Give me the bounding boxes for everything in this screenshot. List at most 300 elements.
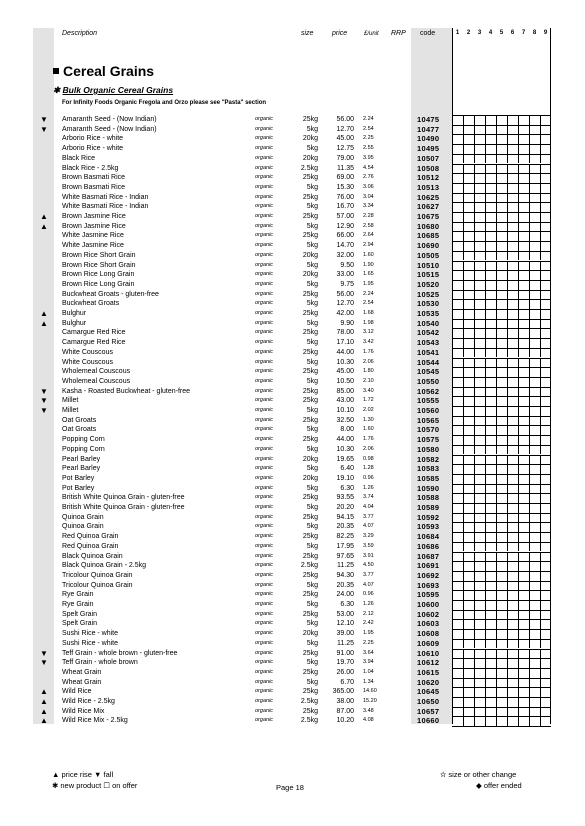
order-cell[interactable] xyxy=(496,571,507,581)
order-cell[interactable] xyxy=(452,319,463,329)
order-cell[interactable] xyxy=(452,474,463,484)
order-cell[interactable] xyxy=(529,183,540,193)
order-cell[interactable] xyxy=(485,125,496,135)
order-cell[interactable] xyxy=(485,493,496,503)
order-cell[interactable] xyxy=(485,377,496,387)
order-cell[interactable] xyxy=(518,406,529,416)
order-cell[interactable] xyxy=(540,707,551,717)
order-cell[interactable] xyxy=(507,445,518,455)
order-cell[interactable] xyxy=(540,241,551,251)
order-cell[interactable] xyxy=(485,668,496,678)
order-cell[interactable] xyxy=(529,261,540,271)
order-cell[interactable] xyxy=(518,270,529,280)
order-cell[interactable] xyxy=(463,193,474,203)
order-cell[interactable] xyxy=(496,328,507,338)
order-cell[interactable] xyxy=(463,464,474,474)
order-cell[interactable] xyxy=(463,231,474,241)
order-cell[interactable] xyxy=(529,455,540,465)
order-cell[interactable] xyxy=(496,425,507,435)
order-cell[interactable] xyxy=(496,241,507,251)
order-cell[interactable] xyxy=(540,144,551,154)
order-cell[interactable] xyxy=(529,396,540,406)
order-cell[interactable] xyxy=(518,678,529,688)
order-cell[interactable] xyxy=(463,299,474,309)
order-cell[interactable] xyxy=(507,134,518,144)
order-cell[interactable] xyxy=(529,241,540,251)
order-cell[interactable] xyxy=(540,542,551,552)
order-cell[interactable] xyxy=(463,649,474,659)
order-cell[interactable] xyxy=(452,241,463,251)
order-cell[interactable] xyxy=(529,687,540,697)
order-cell[interactable] xyxy=(463,668,474,678)
order-cell[interactable] xyxy=(474,202,485,212)
order-cell[interactable] xyxy=(463,387,474,397)
order-cell[interactable] xyxy=(529,464,540,474)
order-cell[interactable] xyxy=(507,309,518,319)
order-cell[interactable] xyxy=(463,610,474,620)
order-cell[interactable] xyxy=(529,445,540,455)
order-cell[interactable] xyxy=(496,125,507,135)
order-cell[interactable] xyxy=(452,464,463,474)
order-cell[interactable] xyxy=(463,270,474,280)
order-cell[interactable] xyxy=(485,222,496,232)
order-cell[interactable] xyxy=(507,513,518,523)
order-cell[interactable] xyxy=(518,464,529,474)
order-cell[interactable] xyxy=(507,387,518,397)
order-cell[interactable] xyxy=(463,639,474,649)
order-cell[interactable] xyxy=(463,173,474,183)
order-cell[interactable] xyxy=(452,358,463,368)
order-cell[interactable] xyxy=(463,115,474,125)
order-cell[interactable] xyxy=(529,707,540,717)
order-cell[interactable] xyxy=(463,455,474,465)
order-cell[interactable] xyxy=(485,522,496,532)
order-cell[interactable] xyxy=(463,435,474,445)
order-cell[interactable] xyxy=(518,241,529,251)
order-cell[interactable] xyxy=(518,377,529,387)
order-cell[interactable] xyxy=(474,716,485,726)
order-cell[interactable] xyxy=(540,164,551,174)
order-cell[interactable] xyxy=(474,629,485,639)
order-cell[interactable] xyxy=(463,241,474,251)
order-cell[interactable] xyxy=(518,261,529,271)
order-cell[interactable] xyxy=(474,464,485,474)
order-cell[interactable] xyxy=(463,542,474,552)
order-cell[interactable] xyxy=(452,231,463,241)
order-cell[interactable] xyxy=(518,600,529,610)
order-cell[interactable] xyxy=(452,649,463,659)
order-cell[interactable] xyxy=(540,212,551,222)
order-cell[interactable] xyxy=(452,697,463,707)
order-cell[interactable] xyxy=(474,455,485,465)
order-cell[interactable] xyxy=(507,474,518,484)
order-cell[interactable] xyxy=(485,513,496,523)
order-cell[interactable] xyxy=(474,484,485,494)
order-cell[interactable] xyxy=(507,697,518,707)
order-cell[interactable] xyxy=(507,222,518,232)
order-cell[interactable] xyxy=(507,464,518,474)
order-cell[interactable] xyxy=(518,202,529,212)
order-cell[interactable] xyxy=(474,261,485,271)
order-cell[interactable] xyxy=(485,658,496,668)
order-cell[interactable] xyxy=(452,571,463,581)
order-cell[interactable] xyxy=(452,600,463,610)
order-cell[interactable] xyxy=(452,261,463,271)
order-cell[interactable] xyxy=(529,377,540,387)
order-cell[interactable] xyxy=(485,464,496,474)
order-cell[interactable] xyxy=(518,115,529,125)
order-cell[interactable] xyxy=(540,552,551,562)
order-cell[interactable] xyxy=(507,610,518,620)
order-cell[interactable] xyxy=(452,590,463,600)
order-cell[interactable] xyxy=(540,619,551,629)
order-cell[interactable] xyxy=(474,348,485,358)
order-cell[interactable] xyxy=(474,561,485,571)
order-cell[interactable] xyxy=(452,134,463,144)
order-cell[interactable] xyxy=(463,445,474,455)
order-cell[interactable] xyxy=(507,348,518,358)
order-cell[interactable] xyxy=(529,406,540,416)
order-cell[interactable] xyxy=(452,396,463,406)
order-cell[interactable] xyxy=(474,358,485,368)
order-cell[interactable] xyxy=(496,435,507,445)
order-cell[interactable] xyxy=(518,445,529,455)
order-cell[interactable] xyxy=(496,687,507,697)
order-cell[interactable] xyxy=(507,290,518,300)
order-cell[interactable] xyxy=(518,474,529,484)
order-cell[interactable] xyxy=(474,697,485,707)
order-cell[interactable] xyxy=(474,590,485,600)
order-cell[interactable] xyxy=(463,697,474,707)
order-cell[interactable] xyxy=(496,261,507,271)
order-cell[interactable] xyxy=(540,649,551,659)
order-cell[interactable] xyxy=(485,619,496,629)
order-cell[interactable] xyxy=(540,716,551,726)
order-cell[interactable] xyxy=(452,629,463,639)
order-cell[interactable] xyxy=(540,639,551,649)
order-cell[interactable] xyxy=(485,581,496,591)
order-cell[interactable] xyxy=(518,697,529,707)
order-cell[interactable] xyxy=(507,367,518,377)
order-cell[interactable] xyxy=(463,183,474,193)
order-cell[interactable] xyxy=(474,280,485,290)
order-cell[interactable] xyxy=(540,455,551,465)
order-cell[interactable] xyxy=(518,154,529,164)
order-cell[interactable] xyxy=(474,639,485,649)
order-cell[interactable] xyxy=(529,716,540,726)
order-cell[interactable] xyxy=(463,474,474,484)
order-cell[interactable] xyxy=(474,144,485,154)
order-cell[interactable] xyxy=(496,464,507,474)
order-cell[interactable] xyxy=(496,668,507,678)
order-cell[interactable] xyxy=(463,377,474,387)
order-cell[interactable] xyxy=(452,193,463,203)
order-cell[interactable] xyxy=(463,561,474,571)
order-cell[interactable] xyxy=(474,164,485,174)
order-cell[interactable] xyxy=(452,270,463,280)
order-cell[interactable] xyxy=(485,561,496,571)
order-cell[interactable] xyxy=(474,649,485,659)
order-cell[interactable] xyxy=(507,484,518,494)
order-cell[interactable] xyxy=(452,222,463,232)
order-cell[interactable] xyxy=(474,416,485,426)
order-cell[interactable] xyxy=(507,144,518,154)
order-cell[interactable] xyxy=(474,571,485,581)
order-cell[interactable] xyxy=(474,581,485,591)
order-cell[interactable] xyxy=(518,716,529,726)
order-cell[interactable] xyxy=(474,513,485,523)
order-cell[interactable] xyxy=(452,522,463,532)
order-cell[interactable] xyxy=(540,522,551,532)
order-cell[interactable] xyxy=(540,425,551,435)
order-cell[interactable] xyxy=(540,445,551,455)
order-cell[interactable] xyxy=(474,619,485,629)
order-cell[interactable] xyxy=(529,658,540,668)
order-cell[interactable] xyxy=(496,144,507,154)
order-cell[interactable] xyxy=(529,115,540,125)
order-cell[interactable] xyxy=(540,231,551,241)
order-cell[interactable] xyxy=(474,251,485,261)
order-cell[interactable] xyxy=(518,484,529,494)
order-cell[interactable] xyxy=(474,406,485,416)
order-cell[interactable] xyxy=(518,212,529,222)
order-cell[interactable] xyxy=(463,134,474,144)
order-cell[interactable] xyxy=(496,610,507,620)
order-cell[interactable] xyxy=(452,328,463,338)
order-cell[interactable] xyxy=(507,396,518,406)
order-cell[interactable] xyxy=(518,319,529,329)
order-cell[interactable] xyxy=(463,687,474,697)
order-cell[interactable] xyxy=(496,493,507,503)
order-cell[interactable] xyxy=(529,144,540,154)
order-cell[interactable] xyxy=(485,299,496,309)
order-cell[interactable] xyxy=(474,134,485,144)
order-cell[interactable] xyxy=(496,270,507,280)
order-cell[interactable] xyxy=(474,154,485,164)
order-cell[interactable] xyxy=(452,338,463,348)
order-cell[interactable] xyxy=(529,367,540,377)
order-cell[interactable] xyxy=(507,542,518,552)
order-cell[interactable] xyxy=(518,231,529,241)
order-cell[interactable] xyxy=(540,658,551,668)
order-cell[interactable] xyxy=(485,115,496,125)
order-cell[interactable] xyxy=(463,552,474,562)
order-cell[interactable] xyxy=(474,183,485,193)
order-cell[interactable] xyxy=(452,144,463,154)
order-cell[interactable] xyxy=(540,290,551,300)
order-cell[interactable] xyxy=(507,590,518,600)
order-cell[interactable] xyxy=(518,144,529,154)
order-cell[interactable] xyxy=(463,600,474,610)
order-cell[interactable] xyxy=(496,290,507,300)
order-cell[interactable] xyxy=(452,406,463,416)
order-cell[interactable] xyxy=(507,358,518,368)
order-cell[interactable] xyxy=(518,338,529,348)
order-cell[interactable] xyxy=(540,173,551,183)
order-cell[interactable] xyxy=(507,629,518,639)
order-cell[interactable] xyxy=(540,299,551,309)
order-cell[interactable] xyxy=(529,270,540,280)
order-cell[interactable] xyxy=(518,280,529,290)
order-cell[interactable] xyxy=(463,319,474,329)
order-cell[interactable] xyxy=(540,115,551,125)
order-cell[interactable] xyxy=(496,561,507,571)
order-cell[interactable] xyxy=(507,377,518,387)
order-cell[interactable] xyxy=(529,212,540,222)
order-cell[interactable] xyxy=(529,299,540,309)
order-cell[interactable] xyxy=(540,678,551,688)
order-cell[interactable] xyxy=(507,455,518,465)
order-cell[interactable] xyxy=(529,125,540,135)
order-cell[interactable] xyxy=(529,231,540,241)
order-cell[interactable] xyxy=(485,571,496,581)
order-cell[interactable] xyxy=(485,435,496,445)
order-cell[interactable] xyxy=(474,445,485,455)
order-cell[interactable] xyxy=(452,377,463,387)
order-cell[interactable] xyxy=(540,348,551,358)
order-cell[interactable] xyxy=(540,493,551,503)
order-cell[interactable] xyxy=(540,416,551,426)
order-cell[interactable] xyxy=(474,319,485,329)
order-cell[interactable] xyxy=(507,649,518,659)
order-cell[interactable] xyxy=(474,600,485,610)
order-cell[interactable] xyxy=(529,600,540,610)
order-cell[interactable] xyxy=(474,309,485,319)
order-cell[interactable] xyxy=(507,202,518,212)
order-cell[interactable] xyxy=(518,707,529,717)
order-cell[interactable] xyxy=(463,280,474,290)
order-cell[interactable] xyxy=(540,193,551,203)
order-cell[interactable] xyxy=(496,707,507,717)
order-cell[interactable] xyxy=(529,474,540,484)
order-cell[interactable] xyxy=(507,522,518,532)
order-cell[interactable] xyxy=(529,193,540,203)
order-cell[interactable] xyxy=(463,125,474,135)
order-cell[interactable] xyxy=(463,503,474,513)
order-cell[interactable] xyxy=(485,241,496,251)
order-cell[interactable] xyxy=(474,212,485,222)
order-cell[interactable] xyxy=(452,639,463,649)
order-cell[interactable] xyxy=(485,425,496,435)
order-cell[interactable] xyxy=(474,290,485,300)
order-cell[interactable] xyxy=(507,270,518,280)
order-cell[interactable] xyxy=(474,493,485,503)
order-cell[interactable] xyxy=(485,367,496,377)
order-cell[interactable] xyxy=(463,328,474,338)
order-cell[interactable] xyxy=(496,697,507,707)
order-cell[interactable] xyxy=(452,445,463,455)
order-cell[interactable] xyxy=(474,115,485,125)
order-cell[interactable] xyxy=(485,134,496,144)
order-cell[interactable] xyxy=(540,358,551,368)
order-cell[interactable] xyxy=(485,445,496,455)
order-cell[interactable] xyxy=(463,154,474,164)
order-cell[interactable] xyxy=(507,658,518,668)
order-cell[interactable] xyxy=(452,532,463,542)
order-cell[interactable] xyxy=(540,319,551,329)
order-cell[interactable] xyxy=(540,571,551,581)
order-cell[interactable] xyxy=(529,154,540,164)
order-cell[interactable] xyxy=(485,629,496,639)
order-cell[interactable] xyxy=(452,173,463,183)
order-cell[interactable] xyxy=(496,212,507,222)
order-cell[interactable] xyxy=(518,658,529,668)
order-cell[interactable] xyxy=(474,542,485,552)
order-cell[interactable] xyxy=(496,522,507,532)
order-cell[interactable] xyxy=(518,367,529,377)
order-cell[interactable] xyxy=(529,416,540,426)
order-cell[interactable] xyxy=(507,406,518,416)
order-cell[interactable] xyxy=(452,416,463,426)
order-cell[interactable] xyxy=(518,193,529,203)
order-cell[interactable] xyxy=(529,425,540,435)
order-cell[interactable] xyxy=(474,707,485,717)
order-cell[interactable] xyxy=(485,290,496,300)
order-cell[interactable] xyxy=(518,251,529,261)
order-cell[interactable] xyxy=(452,493,463,503)
order-cell[interactable] xyxy=(529,678,540,688)
order-cell[interactable] xyxy=(518,396,529,406)
order-cell[interactable] xyxy=(507,173,518,183)
order-cell[interactable] xyxy=(518,173,529,183)
order-cell[interactable] xyxy=(518,687,529,697)
order-cell[interactable] xyxy=(540,590,551,600)
order-cell[interactable] xyxy=(496,115,507,125)
order-cell[interactable] xyxy=(529,493,540,503)
order-cell[interactable] xyxy=(518,328,529,338)
order-cell[interactable] xyxy=(463,222,474,232)
order-cell[interactable] xyxy=(518,493,529,503)
order-cell[interactable] xyxy=(496,445,507,455)
order-cell[interactable] xyxy=(474,125,485,135)
order-cell[interactable] xyxy=(518,639,529,649)
order-cell[interactable] xyxy=(529,639,540,649)
order-cell[interactable] xyxy=(496,173,507,183)
order-cell[interactable] xyxy=(518,629,529,639)
order-cell[interactable] xyxy=(496,202,507,212)
order-cell[interactable] xyxy=(496,590,507,600)
order-cell[interactable] xyxy=(474,396,485,406)
order-cell[interactable] xyxy=(485,716,496,726)
order-cell[interactable] xyxy=(474,173,485,183)
order-cell[interactable] xyxy=(518,309,529,319)
order-cell[interactable] xyxy=(496,513,507,523)
order-cell[interactable] xyxy=(496,193,507,203)
order-cell[interactable] xyxy=(507,280,518,290)
order-cell[interactable] xyxy=(529,552,540,562)
order-cell[interactable] xyxy=(496,484,507,494)
order-cell[interactable] xyxy=(507,231,518,241)
order-cell[interactable] xyxy=(485,212,496,222)
order-cell[interactable] xyxy=(518,571,529,581)
order-cell[interactable] xyxy=(485,503,496,513)
order-cell[interactable] xyxy=(463,309,474,319)
order-cell[interactable] xyxy=(496,309,507,319)
order-cell[interactable] xyxy=(518,435,529,445)
order-cell[interactable] xyxy=(518,522,529,532)
order-cell[interactable] xyxy=(540,202,551,212)
order-cell[interactable] xyxy=(485,639,496,649)
order-cell[interactable] xyxy=(463,290,474,300)
order-cell[interactable] xyxy=(496,649,507,659)
order-cell[interactable] xyxy=(507,261,518,271)
order-cell[interactable] xyxy=(529,251,540,261)
order-cell[interactable] xyxy=(485,697,496,707)
order-cell[interactable] xyxy=(507,193,518,203)
order-cell[interactable] xyxy=(496,319,507,329)
order-cell[interactable] xyxy=(463,425,474,435)
order-cell[interactable] xyxy=(507,716,518,726)
